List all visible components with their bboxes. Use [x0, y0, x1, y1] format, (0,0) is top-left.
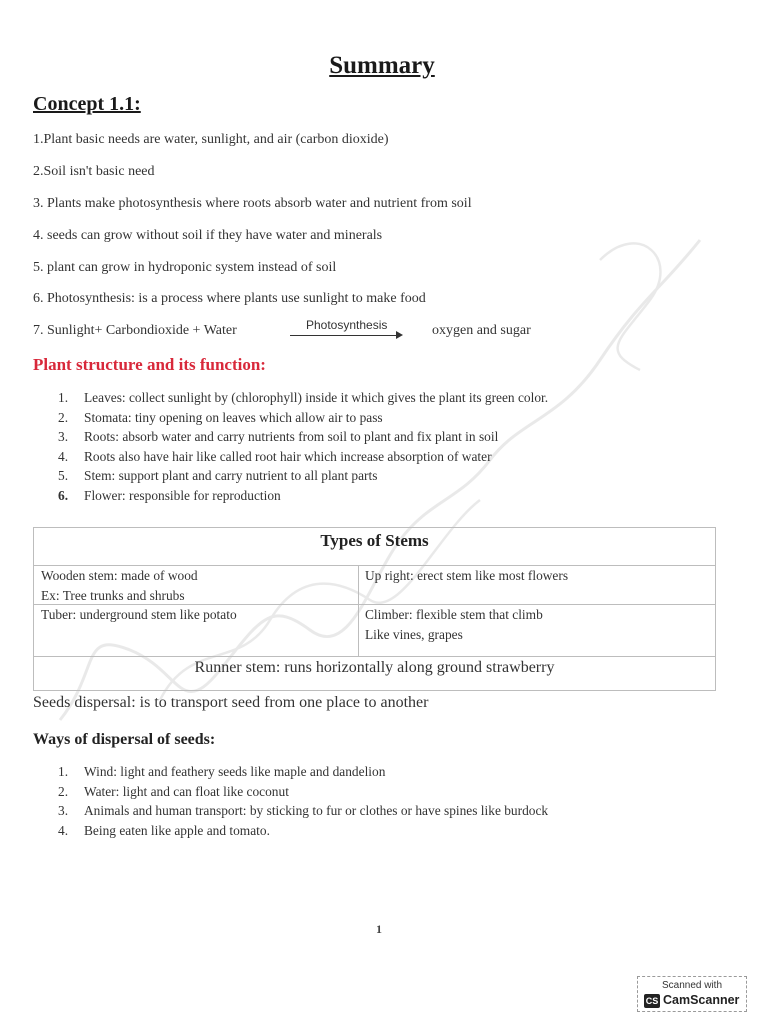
item-text: Roots also have hair like called root hair which increase absorption of water	[84, 449, 492, 464]
page-number: 1	[376, 922, 382, 936]
table-cell: Tuber: underground stem like potato	[41, 607, 237, 622]
structure-heading: Plant structure and its function:	[33, 355, 266, 374]
structure-item	[58, 410, 383, 426]
item-text: Animals and human transport: by sticking to fur or clothes or have spines like burdock	[84, 803, 549, 818]
concept-line: 6. Photosynthesis: is a process where plants use sunlight to make food	[33, 291, 426, 306]
structure-item	[58, 390, 548, 406]
item-number: 5.	[58, 468, 69, 483]
arrow-head-icon	[396, 331, 403, 339]
table-divider	[34, 656, 715, 657]
item-number: 6.	[58, 488, 69, 503]
camscanner-brand: CamScanner	[663, 993, 740, 1007]
item-text: Water: light and can float like coconut	[84, 784, 289, 799]
dispersal-item	[58, 803, 548, 819]
item-text: Stem: support plant and carry nutrient to all plant parts	[84, 468, 378, 483]
item-number: 1.	[58, 390, 69, 405]
item-text: Flower: responsible for reproduction	[84, 488, 281, 503]
table-column-divider	[358, 565, 359, 656]
item-text: Being eaten like apple and tomato.	[84, 823, 270, 838]
item-text: Roots: absorb water and carry nutrients from soil to plant and fix plant in soil	[84, 429, 499, 444]
arrow-shaft	[290, 335, 398, 336]
stems-table-title: Types of Stems	[320, 531, 429, 550]
arrow-label: Photosynthesis	[306, 318, 388, 332]
cell-line: Wooden stem: made of wood	[41, 568, 198, 583]
concept-line: 3. Plants make photosynthesis where roots absorb water and nutrient from soil	[33, 196, 472, 211]
cell-line: Ex: Tree trunks and shrubs	[41, 588, 185, 603]
item-text: Leaves: collect sunlight by (chlorophyll) inside it which gives the plant its green color.	[84, 390, 549, 405]
camscanner-logo-icon: CS	[645, 996, 659, 1006]
stems-table	[33, 527, 716, 691]
dispersal-definition: Seeds dispersal: is to transport seed from one place to another	[33, 694, 429, 711]
camscanner-stamp	[637, 976, 747, 1012]
concept-line: 2.Soil isn't basic need	[33, 164, 155, 179]
item-number: 4.	[58, 823, 69, 838]
table-cell	[365, 605, 543, 645]
item-number: 4.	[58, 449, 69, 464]
concept-heading: Concept 1.1:	[33, 93, 141, 115]
table-cell: Up right: erect stem like most flowers	[365, 568, 569, 583]
concept-line: 4. seeds can grow without soil if they have water and minerals	[33, 228, 383, 243]
item-number: 2.	[58, 784, 69, 799]
item-number: 2.	[58, 410, 69, 425]
structure-item	[58, 468, 377, 484]
photosynthesis-arrow	[280, 318, 410, 338]
table-cell	[41, 566, 198, 606]
dispersal-item	[58, 764, 385, 780]
dispersal-heading: Ways of dispersal of seeds:	[33, 731, 216, 748]
concept-line: 1.Plant basic needs are water, sunlight, and air (carbon dioxide)	[33, 132, 389, 147]
structure-item	[58, 488, 281, 504]
page-title: Summary	[329, 52, 435, 79]
dispersal-item	[58, 784, 289, 800]
photosynthesis-result: oxygen and sugar	[432, 323, 531, 338]
item-number: 3.	[58, 803, 69, 818]
structure-item	[58, 429, 498, 445]
structure-item	[58, 449, 492, 465]
item-number: 3.	[58, 429, 69, 444]
runner-stem-row: Runner stem: runs horizontally along ground strawberry	[194, 659, 555, 676]
cell-line: Like vines, grapes	[365, 627, 463, 642]
concept-line: 7. Sunlight+ Carbondioxide + Water	[33, 323, 237, 338]
item-text: Wind: light and feathery seeds like maple and dandelion	[84, 764, 386, 779]
dispersal-item	[58, 823, 270, 839]
cell-line: Climber: flexible stem that climb	[365, 607, 543, 622]
scanned-with-label: Scanned with	[661, 980, 723, 991]
concept-line: 5. plant can grow in hydroponic system instead of soil	[33, 260, 337, 275]
item-number: 1.	[58, 764, 69, 779]
item-text: Stomata: tiny opening on leaves which allow air to pass	[84, 410, 383, 425]
